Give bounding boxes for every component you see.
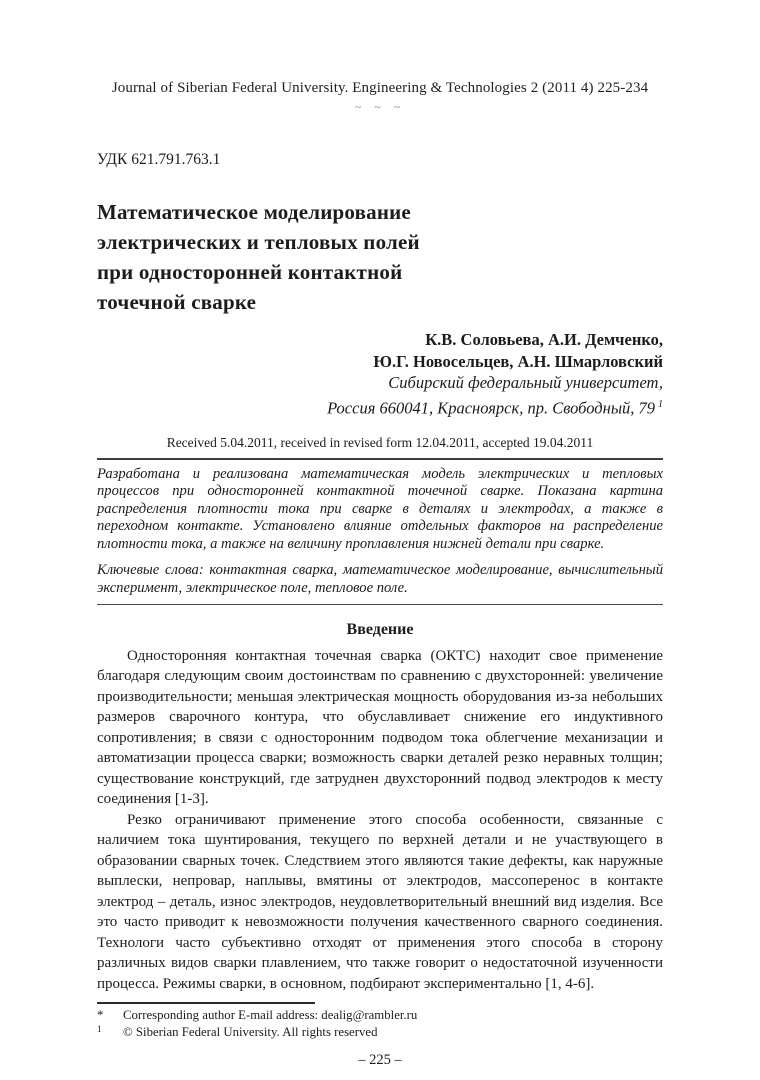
- authors-block: [97, 329, 663, 372]
- article-title-line-2: электрических и тепловых полей: [97, 230, 420, 254]
- affiliation-block: [97, 372, 663, 419]
- authors-line-1: К.В. Соловьева, А.И. Демченко,: [425, 330, 663, 349]
- page-number: – 225 –: [358, 1051, 402, 1068]
- body-paragraph-2: Резко ограничивают применение этого способа особенности, связанные с наличием тока шунтирования, текущего по верхней детали и не участвующего в образовании сварных точек. Следствием этого являются такие дефекты, как наружные выплески, непровар, наплывы, вмятины от электродов, массоперенос в контакте электрод – деталь, износ электродов, неудовлетворительный внешний вид изделия. Все это часто приводит к невозможности получения качественного сварного соединения. Технологи часто субъективно отходят от применения этого способа в сторону различных видов сварки плавлением, что также говорит о недостаточной изученности процесса. Режимы сварки, в основном, подбирают экспериментально [1, 4-6].: [97, 811, 663, 992]
- footnote-text-email: Corresponding author E-mail address: dealig@rambler.ru: [123, 1008, 418, 1023]
- footnotes-block: [97, 1007, 663, 1041]
- affiliation-ref-mark: 1: [658, 398, 663, 410]
- affiliation-line-2: [97, 394, 663, 419]
- udc-code: УДК 621.791.763.1: [97, 151, 221, 168]
- affiliation-address: Россия 660041, Красноярск, пр. Свободный, 79: [327, 398, 655, 417]
- footnote-marker-one: 1: [97, 1024, 102, 1035]
- footnote-separator-rule: [97, 1002, 315, 1004]
- abstract-bottom-rule: [97, 604, 663, 605]
- article-title-line-4: точечной сварке: [97, 290, 257, 314]
- body-paragraph-1: Односторонняя контактная точечная сварка (ОКТС) находит свое применение благодаря следующим своим достоинствам по сравнению с двухсторонней: увеличение производительности; меньшая электрическая мощность оборудования из-за небольших размеров сварочного контура, что обуславливает снижение его индуктивного сопротивления; в связи с односторонним подводом тока облегчение механизации и автоматизации процесса сварки; возможность сварки деталей резко неравных толщин; существование конструкций, где затруднен двухсторонний подвод электродов к месту соединения [1-3].: [97, 647, 663, 808]
- abstract-text: Разработана и реализована математическая модель электрических и тепловых процессов при односторонней контактной точечной сварке. Показана картина распределения плотности тока при сварке в деталях и электродах, а также в переходном контакте. Установлено влияние отдельных факторов на распределение плотности тока, а также на величину проплавления нижней детали при сварке.: [97, 465, 663, 552]
- footnote-copyright: [97, 1024, 663, 1041]
- keywords-text: Ключевые слова: контактная сварка, математическое моделирование, вычислительный эксперимент, электрическое поле, тепловое поле.: [97, 562, 663, 597]
- received-dates-line: Received 5.04.2011, received in revised form 12.04.2011, accepted 19.04.2011: [166, 434, 594, 450]
- article-title-line-1: Математическое моделирование: [97, 200, 411, 224]
- footnote-marker-asterisk: *: [97, 1008, 104, 1023]
- footnote-text-copyright: © Siberian Federal University. All rights reserved: [123, 1024, 378, 1039]
- tilde-separator: ~ ~ ~: [354, 100, 406, 114]
- abstract-top-rule: [97, 458, 663, 460]
- journal-header-line: Journal of Siberian Federal University. Engineering & Technologies 2 (2011 4) 225-234: [111, 80, 649, 96]
- article-title-line-3: при односторонней контактной: [97, 260, 403, 284]
- authors-line-2: Ю.Г. Новосельцев, А.Н. Шмарловский: [373, 351, 663, 371]
- affiliation-line-1: Сибирский федеральный университет,: [388, 373, 663, 392]
- article-title: [97, 197, 663, 317]
- section-heading-introduction: Введение: [346, 620, 414, 638]
- footnote-corresponding-author: [97, 1007, 663, 1024]
